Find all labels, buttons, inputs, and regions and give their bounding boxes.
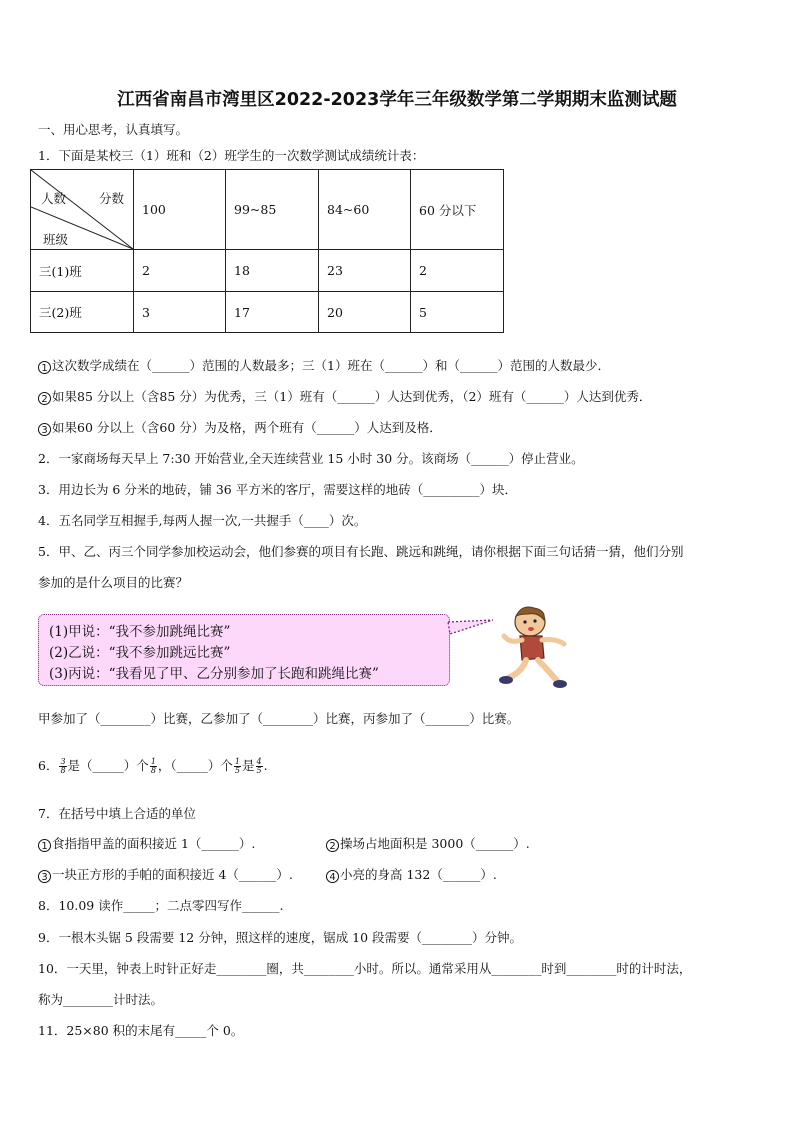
circled-number: 2 [38, 392, 51, 405]
question-text: ，（_____）个 [157, 758, 233, 773]
table-row [31, 292, 504, 333]
corner-label-class: 班级 [43, 232, 69, 247]
question-number: 6． [38, 758, 59, 773]
question-3: 3．用边长为 6 分米的地砖，铺 36 平方米的客厅，需要这样的地砖（_________）块． [38, 482, 517, 497]
question-5-line-2: 参加的是什么项目的比赛？ [38, 575, 189, 590]
sub-question-text: 如果85 分以上（含85 分）为优秀，三（1）班有（______）人达到优秀，（2）班有（______）人达到优秀． [52, 389, 652, 404]
sub-question-text: 这次数学成绩在（______）范围的人数最多；三（1）班在（______）和（______）范围的人数最少． [52, 358, 610, 373]
score-table [30, 169, 504, 333]
fraction [150, 758, 157, 775]
sub-question-text: 如果60 分以上（含60 分）为及格，两个班有（______）人达到及格． [52, 420, 442, 435]
sub-question-text: 一块正方形的手帕的面积接近 4（______）. [52, 867, 293, 882]
sub-question-text: 小亮的身高 132（______）. [340, 867, 497, 882]
circled-number: 3 [38, 423, 51, 436]
corner-label-score: 分数 [99, 191, 125, 206]
circled-number: 4 [326, 870, 339, 883]
fraction-numerator: 4 [256, 757, 262, 766]
question-9: 9．一根木头锯 5 段需要 12 分钟，照这样的速度，锯成 10 段需要（________）分钟。 [38, 930, 523, 945]
bubble-line: (2)乙说：“我不参加跳远比赛” [49, 645, 231, 661]
page-title: 江西省南昌市湾里区2022-2023学年三年级数学第二学期期末监测试题 [117, 90, 677, 110]
table-cell: 2 [411, 250, 504, 292]
section-heading: 一、用心思考，认真填写。 [38, 122, 189, 137]
table-cell: 2 [134, 250, 226, 292]
question-10-line-1: 10．一天里，钟表上时针正好走________圈，共________小时。所以。通常采用从________时到________时的计时法， [38, 961, 692, 976]
circled-number: 1 [38, 839, 51, 852]
corner-label-people: 人数 [41, 191, 67, 206]
question-5-line-1: 5．甲、乙、丙三个同学参加校运动会，他们参赛的项目有长跑、跳远和跳绳，请你根据下面三句话猜一猜，他们分别 [38, 544, 684, 559]
question-1-sub-3 [38, 420, 442, 436]
question-7-d [326, 867, 497, 883]
question-text: 是（_____）个 [67, 758, 149, 773]
circled-number: 1 [38, 361, 51, 374]
sub-question-text: 操场占地面积是 3000（______）. [340, 836, 530, 851]
fraction-denominator: 5 [256, 766, 262, 775]
question-1-sub-2 [38, 389, 651, 405]
question-7-c [38, 867, 293, 883]
table-cell: 23 [319, 250, 411, 292]
question-2: 2．一家商场每天早上 7:30 开始营业,全天连续营业 15 小时 30 分。该商场（______）停止营业。 [38, 451, 584, 466]
table-header-cell: 60 分以下 [411, 170, 504, 250]
question-5-answer: 甲参加了（________）比赛，乙参加了（________）比赛，丙参加了（_______）比赛。 [38, 711, 520, 726]
question-1-sub-1 [38, 358, 610, 374]
fraction-denominator: 5 [234, 766, 241, 775]
table-header-cell: 99~85 [226, 170, 319, 250]
running-boy-illustration [492, 604, 572, 690]
table-row-label: 三(2)班 [31, 292, 134, 333]
fraction-denominator: 8 [60, 766, 66, 775]
question-text: . [263, 758, 268, 773]
speech-bubble-tail [447, 618, 497, 640]
sub-question-text: 食指指甲盖的面积接近 1（______）. [52, 836, 256, 851]
fraction [256, 758, 263, 775]
question-7-b [326, 836, 530, 852]
fraction-denominator: 8 [150, 766, 156, 775]
table-cell: 17 [226, 292, 319, 333]
question-4: 4．五名同学互相握手,每两人握一次,一共握手（____）次。 [38, 513, 367, 528]
table-header-cell: 100 [134, 170, 226, 250]
fraction-numerator: 1 [150, 757, 156, 766]
question-8: 8．10.09 读作_____；二点零四写作______. [38, 898, 284, 913]
table-row-label: 三(1)班 [31, 250, 134, 292]
circled-number: 2 [326, 839, 339, 852]
bubble-line: (3)丙说：“我看见了甲、乙分别参加了长跑和跳绳比赛” [49, 666, 379, 682]
fraction [234, 758, 241, 775]
bubble-line: (1)甲说：“我不参加跳绳比赛” [49, 624, 231, 640]
question-text: 是 [242, 758, 255, 773]
speech-bubble [38, 614, 450, 686]
question-1-text: 1．下面是某校三（1）班和（2）班学生的一次数学测试成绩统计表： [38, 148, 425, 163]
question-7-text: 7．在括号中填上合适的单位 [38, 806, 196, 821]
table-cell: 3 [134, 292, 226, 333]
table-header-cell: 84~60 [319, 170, 411, 250]
table-cell: 5 [411, 292, 504, 333]
question-10-line-2: 称为________计时法。 [38, 992, 164, 1007]
question-11: 11．25×80 积的末尾有_____个 0。 [38, 1023, 244, 1038]
table-corner-cell [31, 170, 134, 250]
fraction [59, 758, 66, 775]
fraction-numerator: 1 [234, 757, 241, 766]
circled-number: 3 [38, 870, 51, 883]
table-row [31, 250, 504, 292]
fraction-numerator: 3 [60, 757, 66, 766]
question-6 [38, 758, 268, 775]
table-cell: 20 [319, 292, 411, 333]
question-7-a [38, 836, 255, 852]
table-cell: 18 [226, 250, 319, 292]
